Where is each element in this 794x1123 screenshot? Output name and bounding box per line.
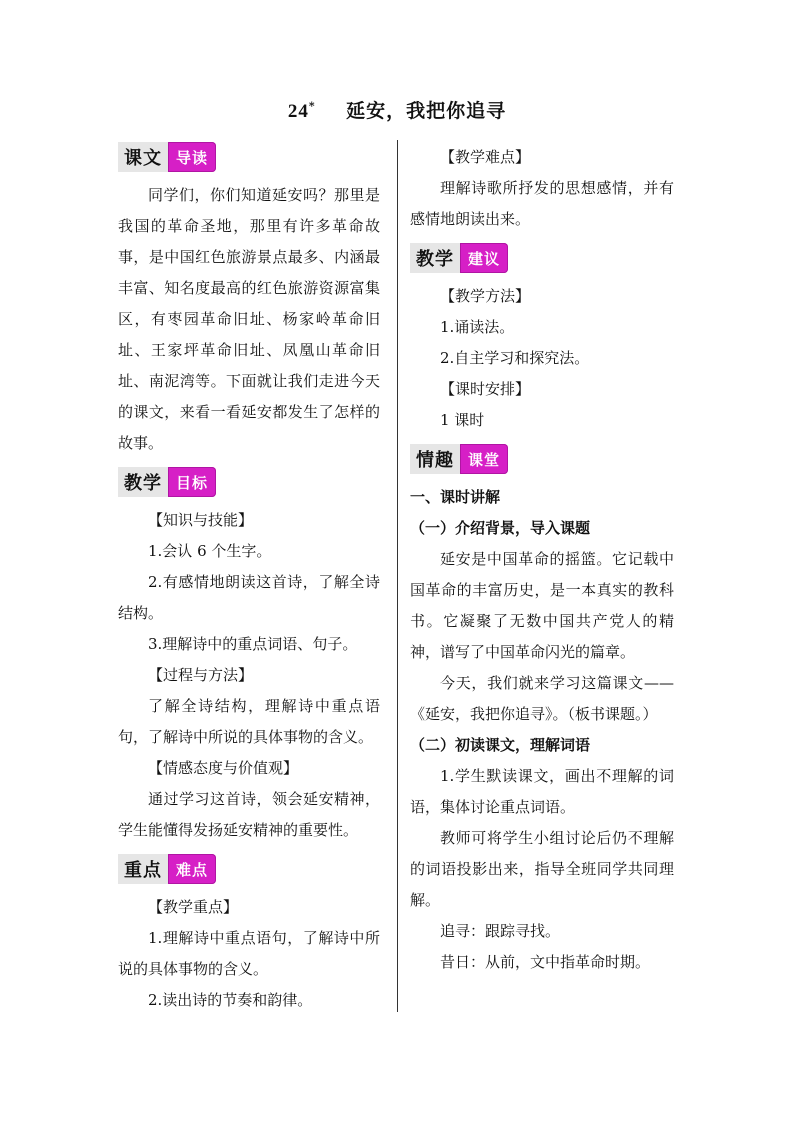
background-paragraph: 今天，我们就来学习这篇课文——《延安，我把你追寻》。（板书课题。） bbox=[410, 674, 674, 723]
left-column bbox=[118, 142, 380, 1016]
key-item: 1.理解诗中重点语句，了解诗中所说的具体事物的含义。 bbox=[118, 929, 380, 978]
method-item: 2.自主学习和探究法。 bbox=[440, 349, 590, 367]
badge-label-accent: 目标 bbox=[168, 467, 216, 497]
intro-paragraph: 同学们，你们知道延安吗？那里是我国的革命圣地，那里有许多革命故事，是中国红色旅游景点最多、内涵最丰富、知名度最高的红色旅游资源富集区，有枣园革命旧址、杨家岭革命旧址、王家坪革命旧址、凤凰山革命旧址、南泥湾等。下面就让我们走进今天的课文，来看一看延安都发生了怎样的故事。 bbox=[118, 186, 380, 452]
schedule-value: 1 课时 bbox=[440, 411, 485, 429]
heading-method: 【教学方法】 bbox=[440, 287, 531, 305]
badge-text-guide bbox=[118, 142, 216, 172]
method-item: 1.诵读法。 bbox=[440, 318, 515, 336]
lesson-title: 延安，我把你追寻 bbox=[346, 100, 507, 122]
badge-label-main: 情趣 bbox=[410, 444, 460, 474]
section-heading: 一、课时讲解 bbox=[410, 488, 501, 506]
badge-key-points bbox=[118, 854, 216, 884]
reading-item: 教师可将学生小组讨论后仍不理解的词语投影出来，指导全班同学共同理解。 bbox=[410, 829, 674, 909]
badge-classroom bbox=[410, 444, 508, 474]
right-column bbox=[410, 142, 674, 978]
subsection-heading: （一）介绍背景，导入课题 bbox=[410, 519, 591, 537]
knowledge-item: 3.理解诗中的重点词语、句子。 bbox=[148, 635, 358, 653]
heading-schedule: 【课时安排】 bbox=[440, 380, 531, 398]
background-paragraph: 延安是中国革命的摇篮。它记载中国革命的丰富历史，是一本真实的教科书。它凝聚了无数中国共产党人的精神，谱写了中国革命闪光的篇章。 bbox=[410, 550, 674, 661]
badge-label-accent: 导读 bbox=[168, 142, 216, 172]
badge-label-main: 教学 bbox=[410, 243, 460, 273]
word-definition: 昔日：从前，文中指革命时期。 bbox=[440, 953, 651, 971]
reading-item: 1.学生默读课文，画出不理解的词语，集体讨论重点词语。 bbox=[410, 767, 674, 816]
badge-label-accent: 课堂 bbox=[460, 444, 508, 474]
subsection-heading: （二）初读课文，理解词语 bbox=[410, 736, 591, 754]
difficult-paragraph: 理解诗歌所抒发的思想感情，并有感情地朗读出来。 bbox=[410, 179, 674, 228]
badge-label-accent: 难点 bbox=[168, 854, 216, 884]
heading-emotion: 【情感态度与价值观】 bbox=[148, 759, 299, 777]
badge-label-main: 教学 bbox=[118, 467, 168, 497]
page-title bbox=[0, 96, 794, 123]
lesson-number: 24 bbox=[287, 101, 309, 122]
key-item: 2.读出诗的节奏和韵律。 bbox=[148, 991, 313, 1009]
heading-knowledge: 【知识与技能】 bbox=[148, 511, 254, 529]
badge-teaching-goals bbox=[118, 467, 216, 497]
column-divider bbox=[397, 140, 398, 1012]
heading-key: 【教学重点】 bbox=[148, 898, 239, 916]
badge-label-accent: 建议 bbox=[460, 243, 508, 273]
emotion-paragraph: 通过学习这首诗，领会延安精神，学生能懂得发扬延安精神的重要性。 bbox=[118, 790, 380, 839]
badge-teaching-advice bbox=[410, 243, 508, 273]
heading-process: 【过程与方法】 bbox=[148, 666, 254, 684]
lesson-star: * bbox=[308, 99, 316, 113]
knowledge-item: 2.有感情地朗读这首诗，了解全诗结构。 bbox=[118, 573, 380, 622]
badge-label-main: 重点 bbox=[118, 854, 168, 884]
badge-label-main: 课文 bbox=[118, 142, 168, 172]
heading-difficult: 【教学难点】 bbox=[440, 148, 531, 166]
process-paragraph: 了解全诗结构，理解诗中重点语句，了解诗中所说的具体事物的含义。 bbox=[118, 697, 380, 746]
knowledge-item: 1.会认 6 个生字。 bbox=[148, 542, 272, 560]
word-definition: 追寻：跟踪寻找。 bbox=[440, 922, 561, 940]
